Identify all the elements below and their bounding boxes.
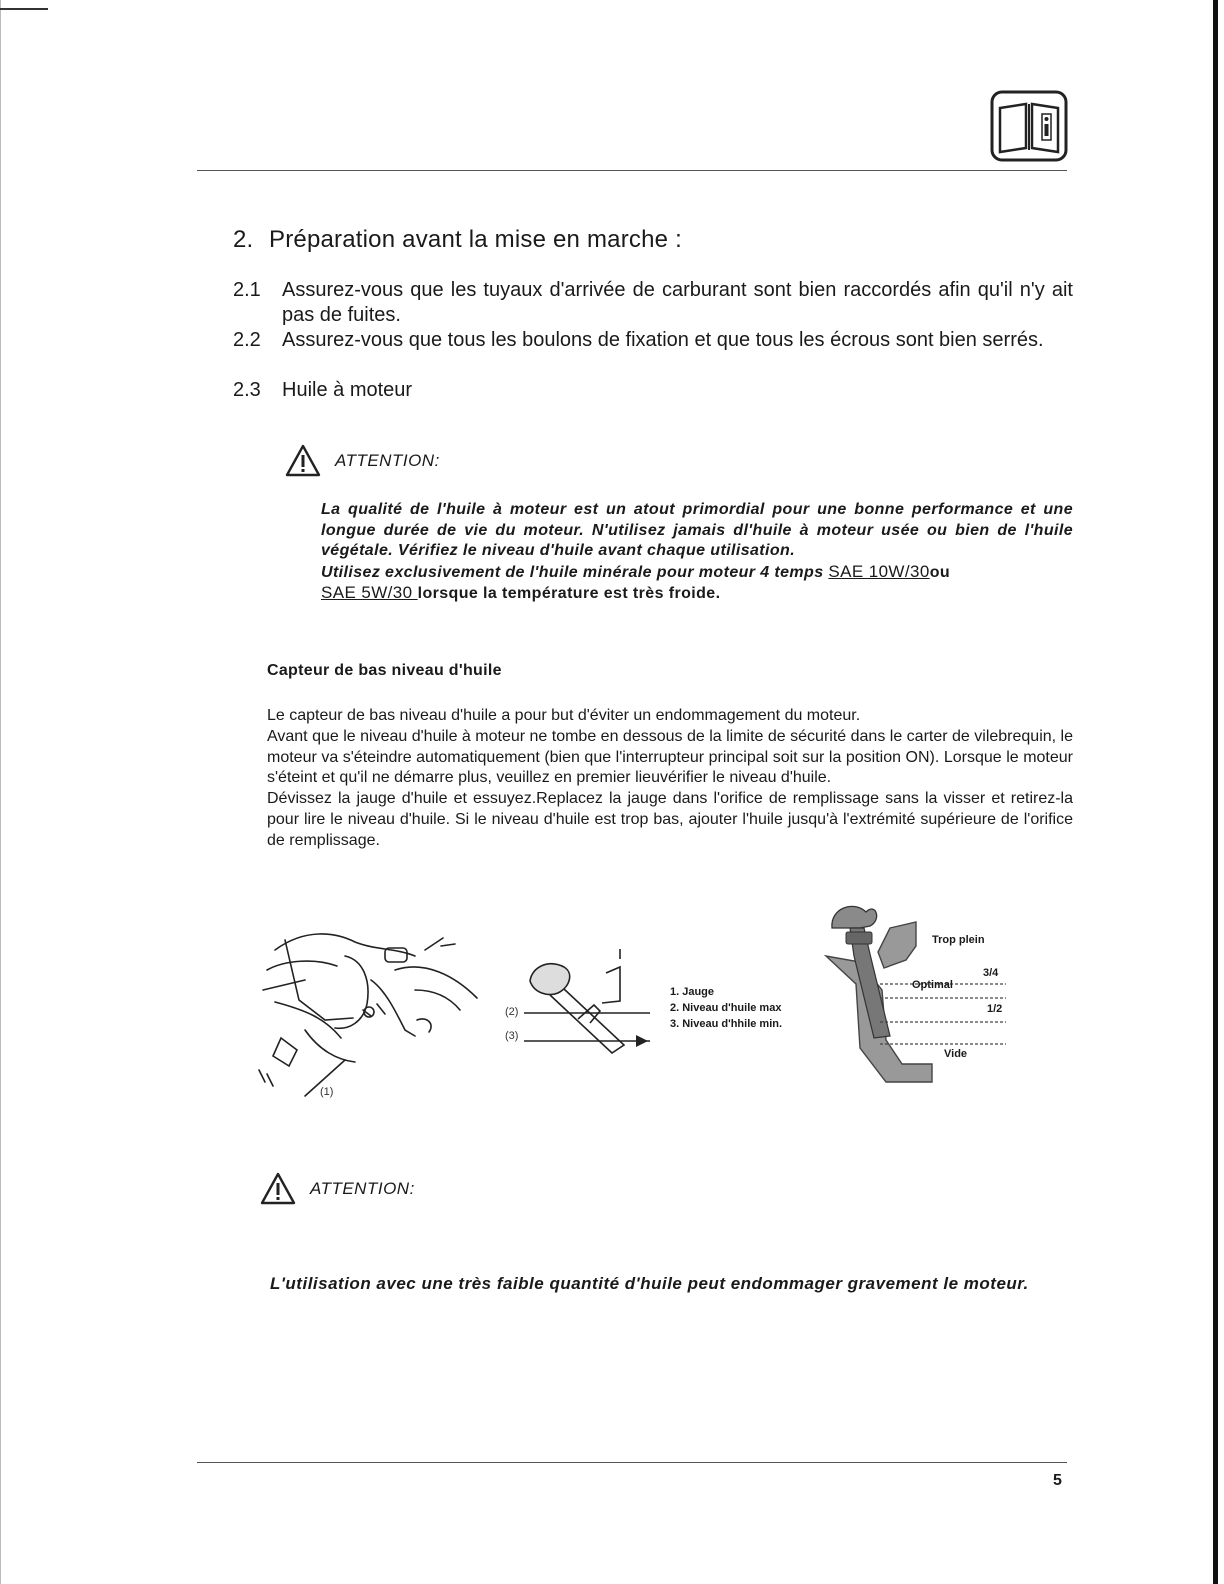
attention-warning-text — [200, 1273, 1073, 1295]
section-title: Préparation avant la mise en marche : — [269, 226, 682, 253]
list-item — [233, 278, 1073, 328]
attention-label: ATTENTION: — [310, 1178, 415, 1198]
warning-icon — [260, 1172, 296, 1205]
sensor-paragraph: Avant que le niveau d'huile à moteur ne tombe en dessous de la limite de sécurité dans le carter de vilebrequin, le moteur va s'éteindre automatiquement (bien que l'interrupteur principal soit sur la position ON). Lorsque le moteur s'éteint et qu'il ne démarre plus, veuillez en premier lieuvérifier le niveau d'huile. — [267, 727, 1073, 787]
oil-grade-5w30: SAE 5W/30 — [321, 583, 418, 602]
callout-1: (1) — [320, 1086, 334, 1098]
item-text: Huile à moteur — [282, 379, 413, 401]
level-half: 1/2 — [987, 1003, 1003, 1015]
legend-max-level: 2. Niveau d'huile max — [670, 1002, 782, 1014]
attention-heading — [285, 444, 440, 477]
attention-oil-spec — [321, 562, 1073, 605]
oil-level-diagram — [820, 898, 1020, 1094]
level-vide: Vide — [944, 1048, 968, 1060]
warning-icon — [285, 444, 321, 477]
sensor-paragraph: Dévissez la jauge d'huile et essuyez.Replacez la jauge dans l'orifice de remplissage sans la visser et retirez-la pour lire le niveau d'huile. Si le niveau d'huile est trop bas, ajouter l'huile jusqu'à l'extrémité supérieure de l'orifice de remplissage. — [267, 790, 1073, 849]
callout-3: (3) — [505, 1030, 519, 1042]
attention-label: ATTENTION: — [335, 450, 440, 470]
item-number: 2.3 — [233, 379, 261, 401]
dipstick-drawing — [520, 945, 660, 1060]
callout-2: (2) — [505, 1006, 519, 1018]
item-number: 2.2 — [233, 329, 261, 351]
oil-grade-10w30: SAE 10W/30 — [828, 561, 930, 581]
sensor-title: Capteur de bas niveau d'huile — [267, 662, 502, 679]
level-three-quarters: 3/4 — [983, 967, 999, 979]
level-optimal: Optimal — [912, 979, 953, 991]
footer-rule — [197, 1462, 1067, 1463]
sensor-paragraph: Le capteur de bas niveau d'huile a pour but d'éviter un endommagement du moteur. — [267, 707, 861, 724]
page-right-edge — [1213, 0, 1218, 1584]
scan-corner-mark — [0, 8, 48, 10]
item-text: Assurez-vous que tous les boulons de fixation et que tous les écrous sont bien serrés. — [282, 329, 1044, 351]
oil-spec-cold: lorsque la température est très froide. — [417, 585, 721, 602]
warning-text: L'utilisation avec une très faible quantité d'huile peut endommager gravement le moteur. — [270, 1274, 1029, 1293]
section-number: 2. — [233, 226, 254, 253]
attention-body — [321, 500, 1073, 605]
page-left-edge — [0, 0, 1, 1584]
item-number: 2.1 — [233, 279, 261, 301]
attention-paragraph: La qualité de l'huile à moteur est un atout primordial pour une bonne performance et une longue durée de vie du moteur. N'utilisez jamais dl'huile à moteur usée ou bien de l'huile végétale. Vérifiez le niveau d'huile avant chaque utilisation. — [321, 501, 1073, 559]
header-rule — [197, 170, 1067, 171]
legend-jauge: 1. Jauge — [670, 986, 715, 998]
oil-spec-or: ou — [929, 563, 951, 581]
attention-heading — [260, 1172, 415, 1205]
level-trop-plein: Trop plein — [932, 934, 985, 946]
manual-book-icon — [990, 90, 1070, 164]
list-item — [233, 328, 1073, 353]
item-text: Assurez-vous que les tuyaux d'arrivée de carburant sont bien raccordés afin qu'il n'y ait pas de fuites. — [282, 279, 1073, 326]
sensor-description — [267, 706, 1073, 852]
legend-min-level: 3. Niveau d'hhile min. — [670, 1018, 783, 1030]
engine-oil-fill-drawing — [245, 920, 500, 1105]
section-heading — [233, 226, 682, 254]
page-number: 5 — [1053, 1472, 1062, 1489]
list-item — [233, 378, 1073, 403]
oil-spec-text: Utilisez exclusivement de l'huile minérale pour moteur 4 temps — [321, 563, 829, 581]
